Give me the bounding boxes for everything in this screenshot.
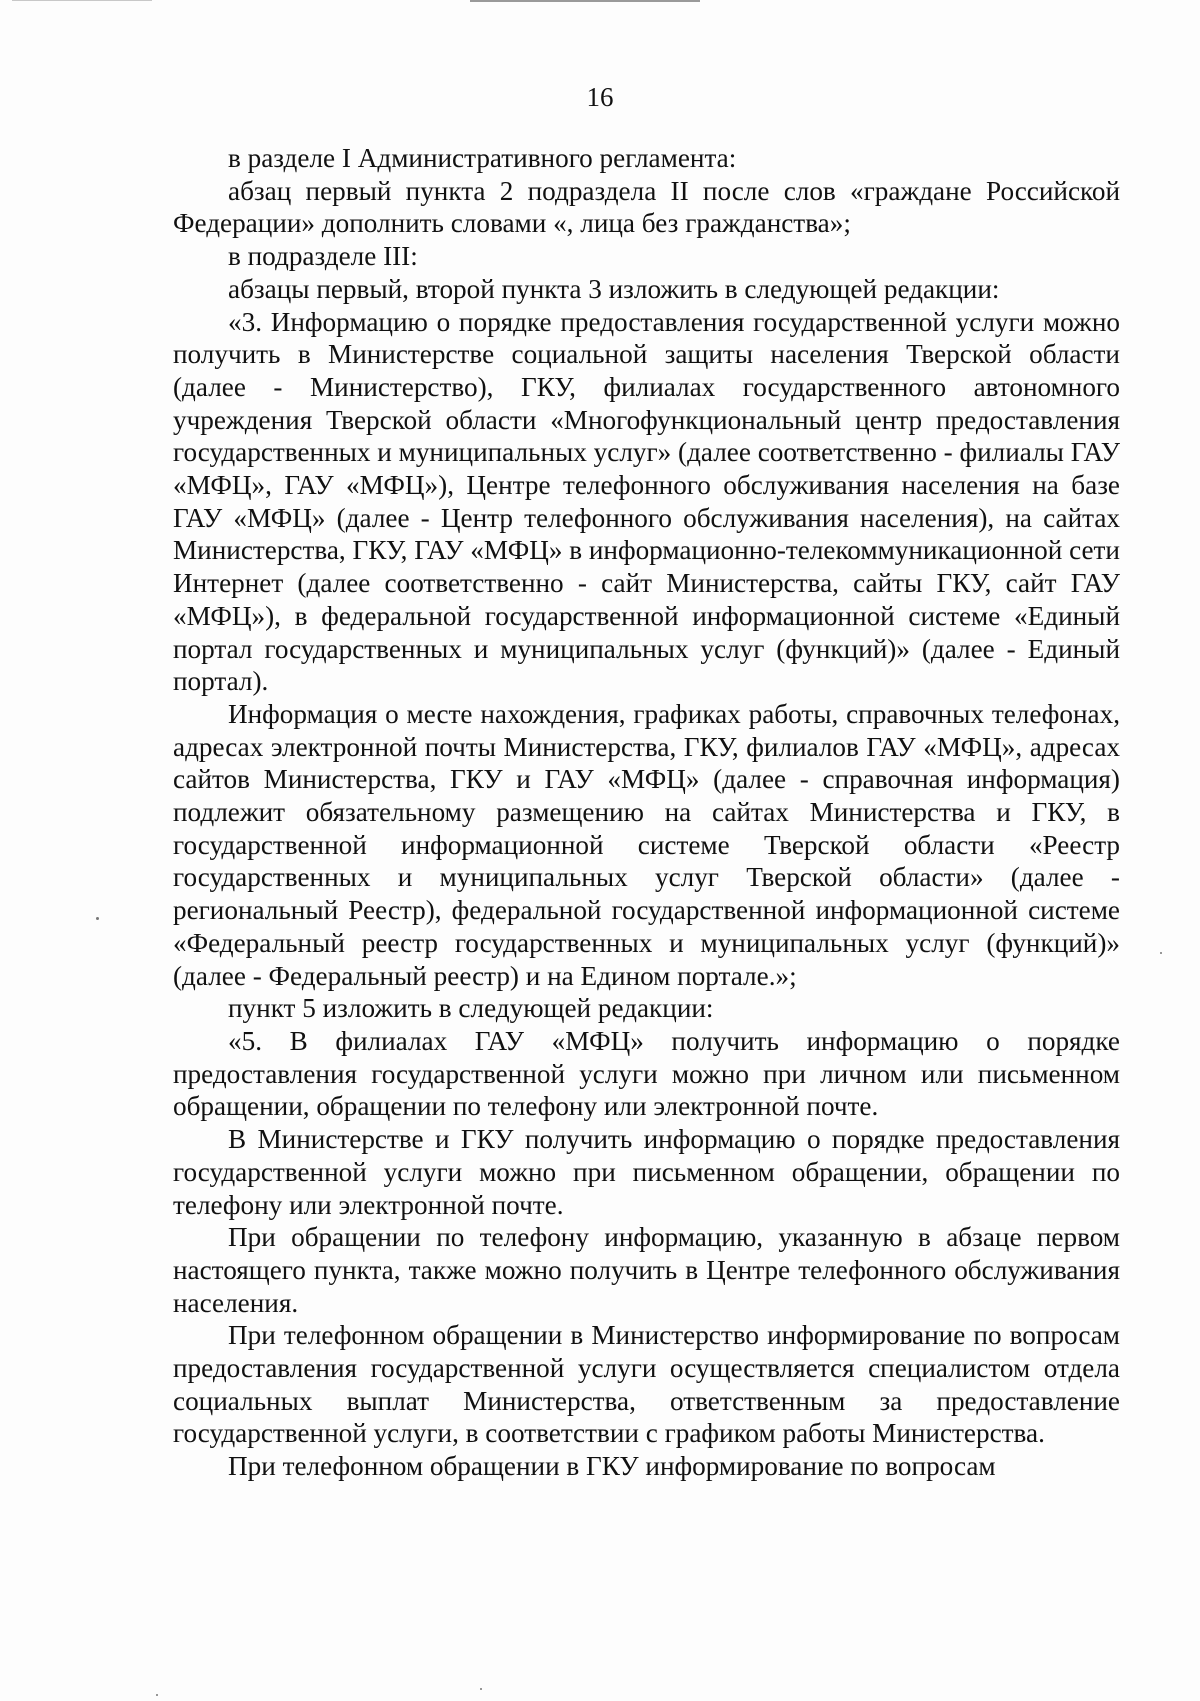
paragraph-subsection-3: в подразделе III: — [228, 241, 418, 272]
scan-speck — [480, 1688, 482, 1690]
document-body — [173, 142, 1120, 1483]
paragraph-reference-info: Информация о месте нахождения, графиках работы, справочных телефонах, адресах электронной почты Министерства, ГКУ, филиалов ГАУ «МФЦ», адресах сайтов Министерства, ГКУ и ГАУ «МФЦ» (далее - справочная информация) подлежит обязательному размещению на сайтах Министерства и ГКУ, в государственной информационной системе Тверской области «Реестр государственных и муниципальных услуг Тверской области» (далее - региональный Реестр), федеральной государственной информационной системе «Федеральный реестр государственных и муниципальных услуг (функций)» (далее - Федеральный реестр) и на Едином портале.»; — [173, 698, 1120, 991]
scan-edge-mark — [470, 0, 700, 2]
scan-edge-mark — [12, 0, 152, 1]
paragraph-point-5-intro: пункт 5 изложить в следующей редакции: — [228, 993, 714, 1024]
scan-speck — [1160, 952, 1162, 954]
page-number: 16 — [586, 82, 614, 112]
paragraph-abzac-1: абзац первый пункта 2 подраздела II после слов «граждане Российской Федерации» дополнить словами «, лица без гражданства»; — [173, 175, 1120, 239]
paragraph-phone: При обращении по телефону информацию, указанную в абзаце первом настоящего пункта, также можно получить в Центре телефонного обслуживания населения. — [173, 1222, 1120, 1318]
paragraph-phone-ministry: При телефонном обращении в Министерство информирование по вопросам предоставления государственной услуги осуществляется специалистом отдела социальных выплат Министерства, ответственным за предоставление государственной услуги, в соответствии с графиком работы Министерства. — [173, 1320, 1120, 1449]
paragraph-section-1: в разделе I Административного регламента: — [228, 143, 737, 173]
paragraph-ministry-gku: В Министерстве и ГКУ получить информацию о порядке предоставления государственной услуги можно при письменном обращении, обращении по телефону или электронной почте. — [173, 1124, 1120, 1220]
paragraph-point-5: «5. В филиалах ГАУ «МФЦ» получить информацию о порядке предоставления государственной услуги можно при личном или письменном обращении, обращении по телефону или электронной почте. — [173, 1025, 1120, 1122]
paragraph-abzacy-3: абзацы первый, второй пункта 3 изложить в следующей редакции: — [228, 273, 1000, 304]
paragraph-phone-gku: При телефонном обращении в ГКУ информирование по вопросам — [228, 1451, 996, 1482]
scan-speck — [96, 917, 99, 920]
scan-speck — [156, 1694, 158, 1696]
paragraph-point-3: «3. Информацию о порядке предоставления государственной услуги можно получить в Министерстве социальной защиты населения Тверской области (далее - Министерство), ГКУ, филиалах государственного автономного учреждения Тверской области «Многофункциональный центр предоставления государственных и муниципальных услуг» (далее соответственно - филиалы ГАУ «МФЦ», ГАУ «МФЦ»), Центре телефонного обслуживания населения на базе ГАУ «МФЦ» (далее - Центр телефонного обслуживания населения), на сайтах Министерства, ГКУ, ГАУ «МФЦ» в информационно-телекоммуникационной сети Интернет (далее соответственно - сайт Министерства, сайты ГКУ, сайт ГАУ «МФЦ»), в федеральной государственной информационной системе «Единый портал государственных и муниципальных услуг (функций)» (далее - Единый портал). — [173, 306, 1120, 697]
